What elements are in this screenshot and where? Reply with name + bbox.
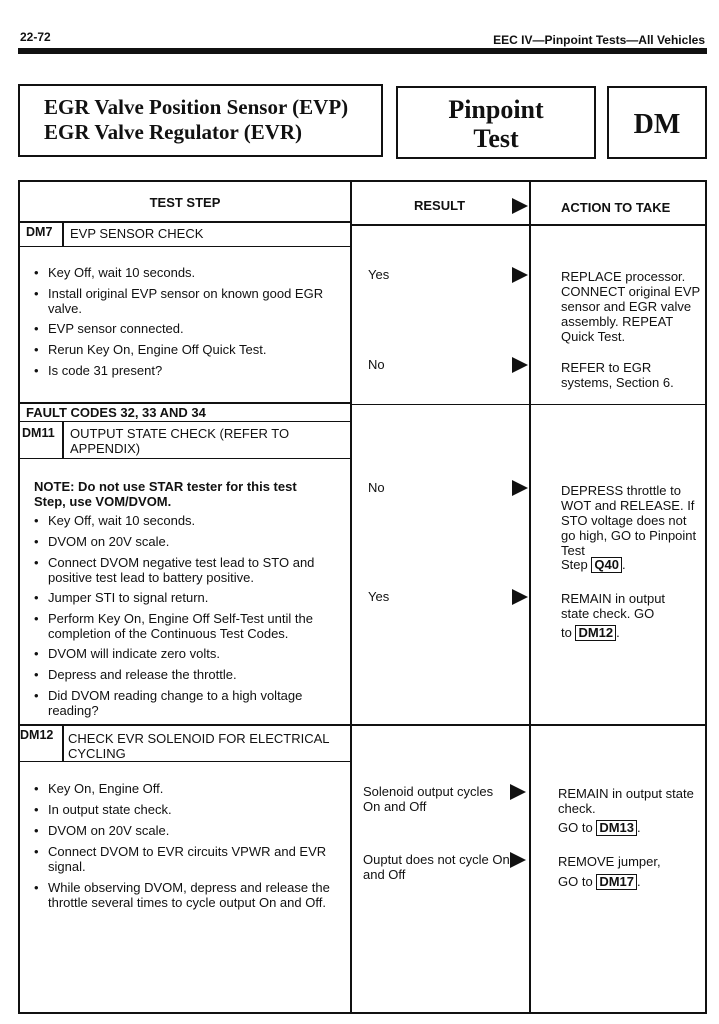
section-rule — [20, 402, 350, 404]
action-text: REPLACE processor. CONNECT original EVP sensor and EGR valve assembly. REPEAT Quick Test. — [561, 269, 700, 344]
step-id-dm11: DM11 — [22, 426, 55, 440]
list-item: • EVP sensor connected. — [34, 321, 184, 336]
pinpoint-line-2: Test — [473, 124, 519, 153]
step-id-divider — [62, 421, 64, 458]
header-rule-right — [350, 224, 705, 226]
list-item: • Connect DVOM negative test lead to STO and positive test lead to battery positive. — [34, 555, 315, 585]
section-rule-right — [350, 404, 705, 405]
step-id-divider — [62, 221, 64, 246]
col-header-test-step: TEST STEP — [149, 195, 221, 210]
list-item: • Install original EVP sensor on known good EGR valve. — [34, 286, 324, 316]
action-text: REMOVE jumper, — [558, 854, 661, 869]
arrow-icon — [510, 784, 526, 800]
note-text: NOTE: Do not use STAR tester for this test Step, use VOM/DVOM. — [34, 479, 297, 509]
list-item: • Jumper STI to signal return. — [34, 590, 209, 605]
step-title-rule — [20, 246, 350, 247]
header-rule-left — [20, 221, 350, 223]
result-no: No — [368, 357, 385, 372]
action-text: DEPRESS throttle to WOT and RELEASE. If STO voltage does not go high, GO to Pinpoint Test — [561, 483, 697, 558]
col-header-result: RESULT — [414, 198, 466, 213]
result-no: No — [368, 480, 385, 495]
pinpoint-line-1: Pinpoint — [448, 95, 544, 124]
header-rule — [18, 48, 707, 54]
step-link-dm12[interactable]: DM12 — [575, 625, 616, 641]
title-line-2: EGR Valve Regulator (EVR) — [44, 120, 303, 144]
list-item: • DVOM on 20V scale. — [34, 534, 170, 549]
action-text: REFER to EGR systems, Section 6. — [561, 360, 674, 390]
step-id-divider — [62, 724, 64, 761]
action-step-ref: GO to DM13 . — [558, 820, 641, 835]
step-title-rule — [20, 458, 350, 459]
test-code-box: DM — [607, 86, 707, 159]
step-title-rule — [20, 761, 350, 762]
list-item: • In output state check. — [34, 802, 172, 817]
step-link-q40[interactable]: Q40 — [591, 557, 622, 573]
pinpoint-test-box — [396, 86, 596, 159]
arrow-icon — [512, 357, 528, 373]
pinpoint-table — [18, 180, 707, 1014]
list-item: • Perform Key On, Engine Off Self-Test until the completion of the Continuous Test Codes. — [34, 611, 313, 641]
section-rule — [20, 724, 705, 726]
step-id-dm7: DM7 — [26, 225, 53, 239]
step-title-dm7: EVP SENSOR CHECK — [70, 226, 204, 241]
result-text: Ouptut does not cycle On and Off — [363, 852, 510, 882]
step-link-dm13[interactable]: DM13 — [596, 820, 637, 836]
step-link-dm17[interactable]: DM17 — [596, 874, 637, 890]
column-divider-1 — [350, 182, 352, 1012]
list-item: • Did DVOM reading change to a high voltage reading? — [34, 688, 303, 718]
action-step-ref: Step Q40 . — [561, 557, 626, 572]
list-item: • Depress and release the throttle. — [34, 667, 237, 682]
title-line-1: EGR Valve Position Sensor (EVP) — [44, 95, 349, 119]
arrow-icon — [512, 267, 528, 283]
result-text: Solenoid output cycles On and Off — [363, 784, 494, 814]
arrow-icon — [512, 198, 528, 214]
list-item: • Key Off, wait 10 seconds. — [34, 513, 196, 528]
list-item: • DVOM on 20V scale. — [34, 823, 170, 838]
list-item: • DVOM will indicate zero volts. — [34, 646, 220, 661]
list-item: • Rerun Key On, Engine Off Quick Test. — [34, 342, 267, 357]
col-header-action: ACTION TO TAKE — [561, 200, 671, 215]
action-text: REMAIN in output state check. GO — [561, 591, 666, 621]
list-item: • While observing DVOM, depress and release the throttle several times to cycle output On and Off. — [34, 880, 330, 910]
action-step-ref: to DM12 . — [561, 625, 620, 640]
step-title-dm11: OUTPUT STATE CHECK (REFER TO APPENDIX) — [70, 426, 290, 456]
arrow-icon — [512, 480, 528, 496]
step-title-dm12: CHECK EVR SOLENOID FOR ELECTRICAL CYCLING — [68, 731, 330, 761]
section-title: EEC IV—Pinpoint Tests—All Vehicles — [493, 33, 705, 47]
action-step-ref: GO to DM17 . — [558, 874, 641, 889]
fault-codes-heading: FAULT CODES 32, 33 AND 34 — [26, 405, 206, 420]
action-text: REMAIN in output state check. — [558, 786, 694, 816]
result-yes: Yes — [368, 589, 390, 604]
arrow-icon — [512, 589, 528, 605]
test-title-box — [18, 84, 383, 157]
list-item: • Key On, Engine Off. — [34, 781, 164, 796]
column-divider-2 — [529, 182, 531, 1012]
page-number: 22-72 — [20, 30, 51, 44]
fault-codes-rule — [20, 421, 350, 422]
list-item: • Is code 31 present? — [34, 363, 163, 378]
step-id-dm12: DM12 — [20, 728, 54, 742]
list-item: • Key Off, wait 10 seconds. — [34, 265, 196, 280]
result-yes: Yes — [368, 267, 390, 282]
arrow-icon — [510, 852, 526, 868]
list-item: • Connect DVOM to EVR circuits VPWR and EVR signal. — [34, 844, 327, 874]
